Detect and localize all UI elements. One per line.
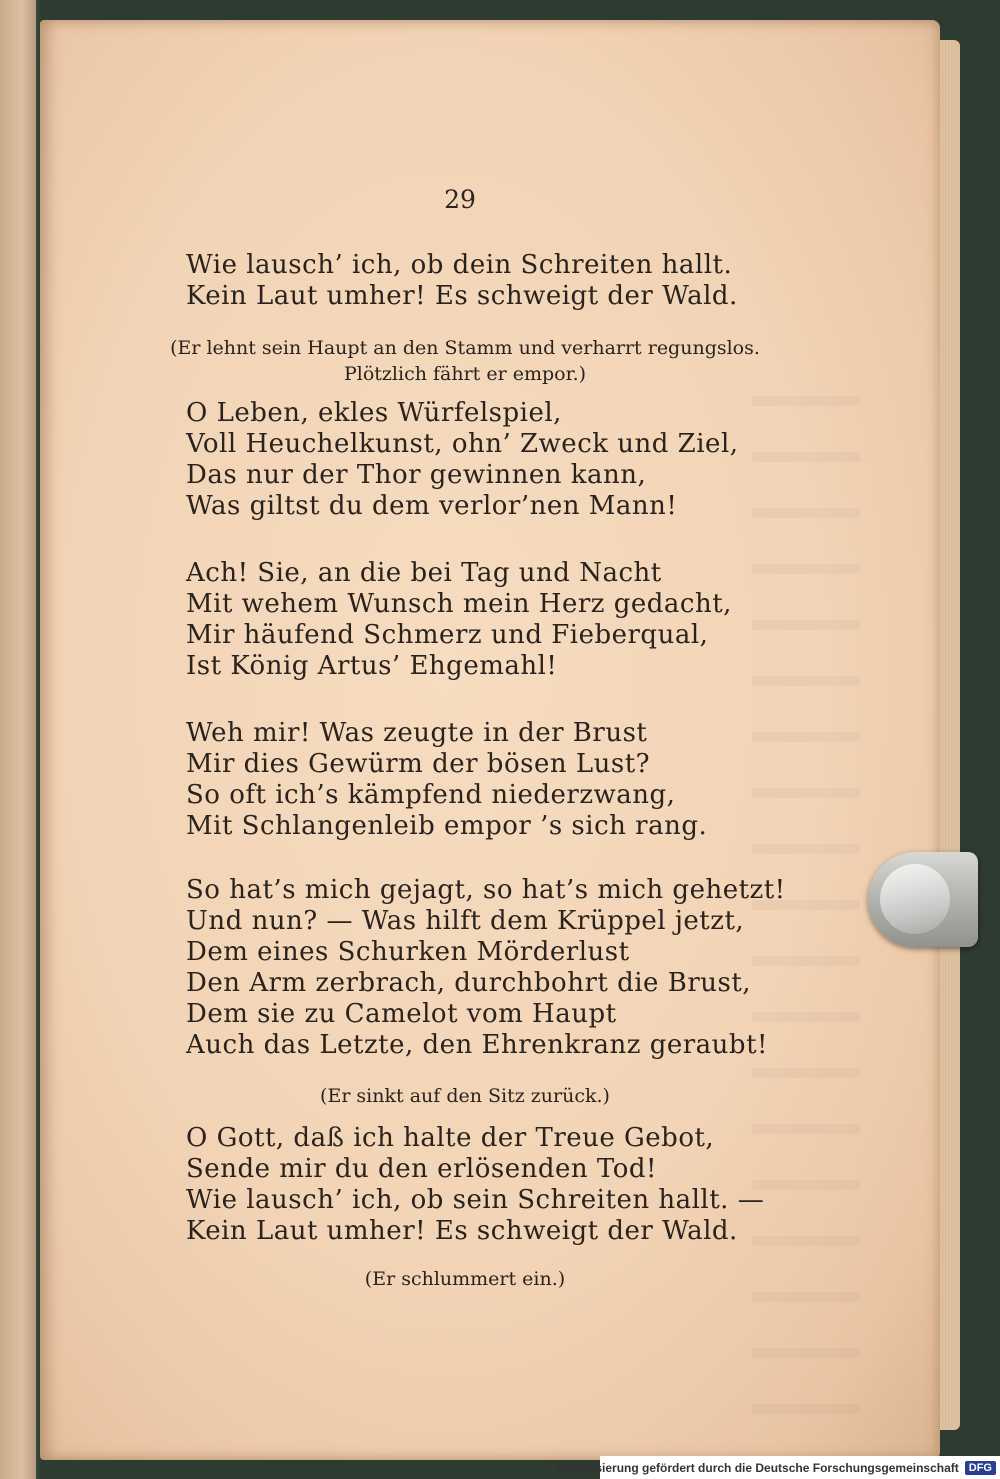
digitization-footer xyxy=(555,1456,1000,1479)
stage-line: (Er sinkt auf den Sitz zurück.) xyxy=(320,1085,610,1107)
verse-line: Kein Laut umher! Es schweigt der Wald. xyxy=(186,281,738,311)
stanza-5 xyxy=(186,875,786,1061)
verse-line: Mir dies Gewürm der bösen Lust? xyxy=(186,749,651,779)
dfg-logo: DFG xyxy=(965,1461,996,1475)
stage-line: Plötzlich fährt er empor.) xyxy=(343,363,587,385)
verse-line: Dem sie zu Camelot vom Haupt xyxy=(186,999,617,1029)
stanza-4 xyxy=(186,718,746,842)
verse-line: Auch das Letzte, den Ehrenkranz geraubt! xyxy=(186,1030,768,1060)
funding-notice: Digitalisierung gefördert durch die Deutsche Forschungsgemeinschaft xyxy=(555,1460,959,1475)
previous-page-edge xyxy=(0,0,36,1479)
verse-line: O Gott, daß ich halte der Treue Gebot, xyxy=(186,1123,715,1153)
verse-line: Und nun? — Was hilft dem Krüppel jetzt, xyxy=(186,906,745,936)
verse-line: Ist König Artus’ Ehgemahl! xyxy=(186,651,558,681)
stage-direction-3 xyxy=(110,1266,820,1292)
verse-line: Was giltst du dem verlor’nen Mann! xyxy=(186,491,678,521)
verse-line: Wie lausch’ ich, ob dein Schreiten hallt. xyxy=(186,250,733,280)
verse-line: Kein Laut umher! Es schweigt der Wald. xyxy=(186,1216,738,1246)
verse-line: Mit Schlangenleib empor ’s sich rang. xyxy=(186,811,708,841)
verse-line: Weh mir! Was zeugte in der Brust xyxy=(186,718,648,748)
stanza-3 xyxy=(186,558,746,682)
verse-line: Mir häufend Schmerz und Fieberqual, xyxy=(186,620,709,650)
verse-line: Das nur der Thor gewinnen kann, xyxy=(186,460,647,490)
verse-line: Ach! Sie, an die bei Tag und Nacht xyxy=(186,558,662,588)
page-number: 29 xyxy=(444,185,476,214)
verse-line: So oft ich’s kämpfend niederzwang, xyxy=(186,780,676,810)
verse-line: Voll Heuchelkunst, ohn’ Zweck und Ziel, xyxy=(186,429,739,459)
stanza-2 xyxy=(186,398,746,522)
stage-line: (Er schlummert ein.) xyxy=(364,1268,566,1290)
stanza-6 xyxy=(186,1123,765,1247)
stanza-1 xyxy=(186,250,746,312)
verse-line: Wie lausch’ ich, ob sein Schreiten hallt. — xyxy=(186,1185,765,1215)
verse-line: So hat’s mich gejagt, so hat’s mich gehetzt! xyxy=(186,875,786,905)
stage-line: (Er lehnt sein Haupt an den Stamm und verharrt regungslos. xyxy=(170,337,760,359)
verse-line: Mit wehem Wunsch mein Herz gedacht, xyxy=(186,589,732,619)
verse-line: Dem eines Schurken Mörderlust xyxy=(186,937,630,967)
stage-direction-1 xyxy=(110,335,820,387)
verse-line: Den Arm zerbrach, durchbohrt die Brust, xyxy=(186,968,752,998)
verse-line: O Leben, ekles Würfelspiel, xyxy=(186,398,562,428)
verse-line: Sende mir du den erlösenden Tod! xyxy=(186,1154,657,1184)
bookmark-clip xyxy=(868,852,978,947)
stage-direction-2 xyxy=(110,1083,820,1109)
